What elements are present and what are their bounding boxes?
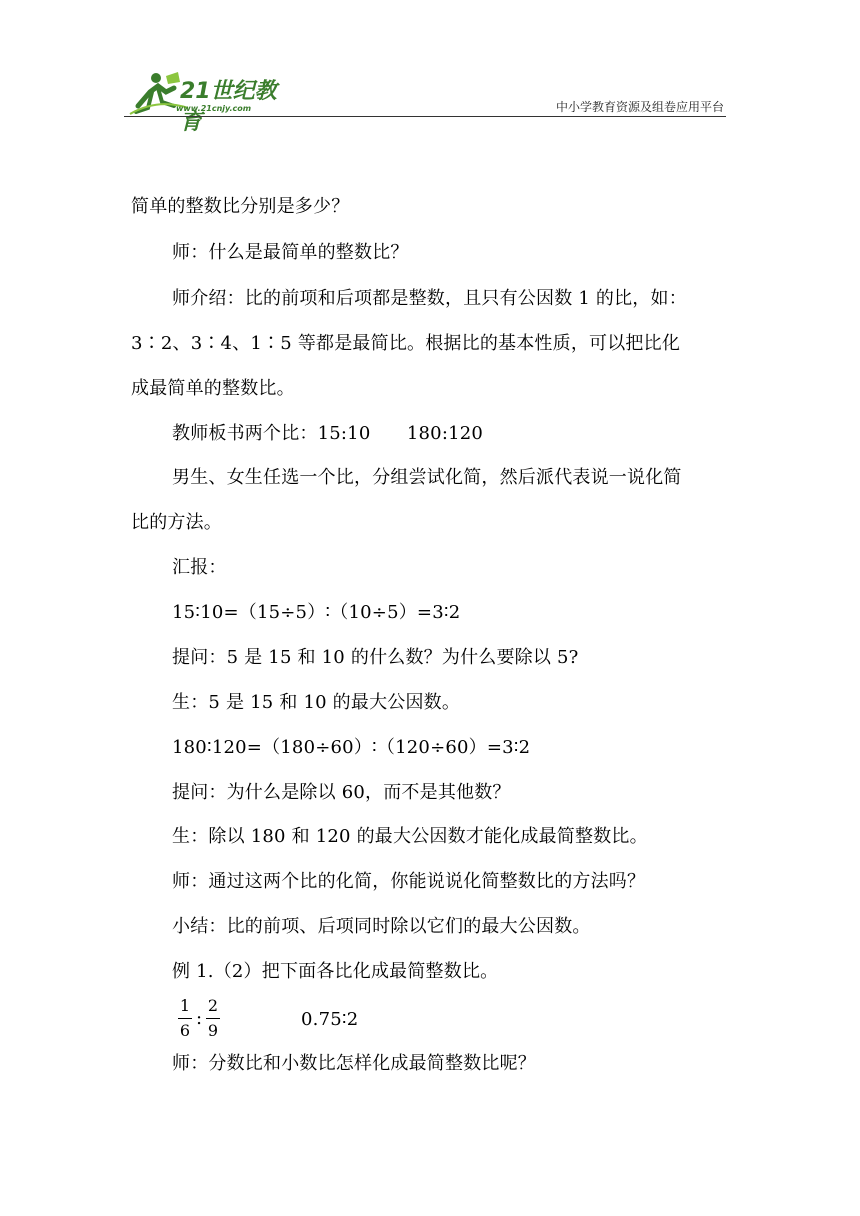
platform-tagline: 中小学教育资源及组卷应用平台	[555, 100, 724, 114]
text-line: 简单的整数比分别是多少？	[131, 196, 350, 217]
text-line: 师：什么是最简单的整数比？	[172, 242, 409, 263]
header-divider	[124, 116, 726, 117]
text-line: 师：分数比和小数比怎样化成最简整数比呢？	[172, 1053, 536, 1074]
decimal-ratio: 0.75∶2	[301, 1009, 359, 1030]
text-line: 生：除以 180 和 120 的最大公因数才能化成最简整数比。	[172, 826, 648, 847]
text-line: 例 1.（2）把下面各比化成最简整数比。	[172, 961, 499, 982]
text-line: 提问：为什么是除以 60，而不是其他数？	[172, 782, 511, 803]
text-line: 汇报：	[172, 557, 227, 578]
text-line: 教师板书两个比：15:10 180:120	[172, 423, 484, 444]
fraction-denominator: 6	[179, 1021, 191, 1040]
text-line: 比的方法。	[131, 512, 222, 533]
text-line: 15∶10=（15÷5）∶（10÷5）=3∶2	[172, 602, 461, 623]
text-line: 3∶2、3∶4、1∶5 等都是最简比。根据比的基本性质，可以把比化	[131, 333, 681, 354]
logo	[128, 68, 298, 135]
ratio-colon: :	[195, 1008, 203, 1029]
text-line: 提问：5 是 15 和 10 的什么数？为什么要除以 5?	[172, 647, 579, 668]
text-line: 180∶120=（180÷60）∶（120÷60）=3∶2	[172, 737, 531, 758]
text-line: 男生、女生任选一个比，分组尝试化简，然后派代表说一说化简	[172, 467, 682, 488]
logo-text: 21世纪教育	[180, 79, 277, 135]
text-line: 师：通过这两个比的化简，你能说说化简整数比的方法吗？	[172, 871, 646, 892]
logo-url: www.21cnjy.com	[176, 104, 252, 113]
fraction-bar	[206, 1018, 220, 1019]
fraction-denominator: 9	[207, 1021, 219, 1040]
fraction-numerator: 2	[207, 996, 219, 1015]
text-line: 生：5 是 15 和 10 的最大公因数。	[172, 692, 461, 713]
fraction-bar	[178, 1018, 192, 1019]
text-line: 小结：比的前项、后项同时除以它们的最大公因数。	[172, 916, 591, 937]
text-line: 成最简单的整数比。	[131, 378, 295, 399]
fraction-numerator: 1	[179, 996, 191, 1015]
text-line: 师介绍：比的前项和后项都是整数，且只有公因数 1 的比，如：	[172, 288, 687, 309]
page-header	[124, 62, 726, 135]
